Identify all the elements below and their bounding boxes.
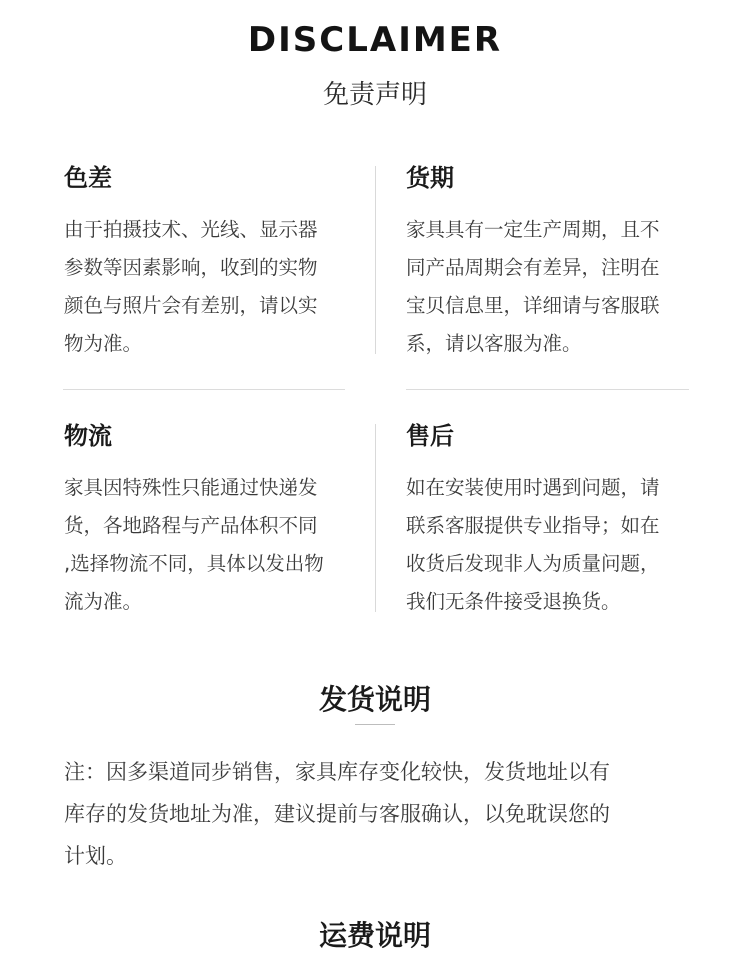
shipping-note: 注：因多渠道同步销售，家具库存变化较快，发货地址以有 库存的发货地址为准，建议提前与客服确认，以免耽误您的 计划。 — [64, 760, 610, 868]
section-text: 家具具有一定生产周期，且不 同产品周期会有差异，注明在 宝贝信息里，详细请与客服联 系，请以客服为准。 — [406, 218, 660, 355]
shipping-title: 发货说明 — [318, 683, 431, 716]
horizontal-divider — [63, 389, 345, 390]
horizontal-divider — [406, 389, 689, 390]
section-text: 由于拍摄技术、光线、显示器 参数等因素影响，收到的实物 颜色与照片会有差别，请以实 物为准。 — [64, 218, 318, 355]
vertical-divider — [375, 166, 376, 354]
vertical-divider — [375, 424, 376, 612]
color-difference-section — [64, 163, 354, 363]
delivery-time-section — [406, 163, 696, 363]
section-text: 如在安装使用时遇到问题，请 联系客服提供专业指导；如在 收货后发现非人为质量问题， 我们无条件接受退换货。 — [406, 476, 660, 613]
section-heading: 售后 — [406, 422, 454, 450]
section-heading: 色差 — [64, 164, 112, 192]
section-heading: 物流 — [64, 422, 112, 450]
page-subtitle: 免责声明 — [322, 80, 427, 110]
title-underline — [355, 724, 395, 725]
logistics-section — [64, 421, 354, 621]
section-heading: 货期 — [406, 164, 454, 192]
page-title: DISCLAIMER — [247, 20, 503, 60]
after-sales-section — [406, 421, 696, 621]
freight-title: 运费说明 — [318, 919, 431, 952]
section-text: 家具因特殊性只能通过快递发 货，各地路程与产品体积不同 ,选择物流不同，具体以发出物 流为准。 — [64, 476, 324, 613]
